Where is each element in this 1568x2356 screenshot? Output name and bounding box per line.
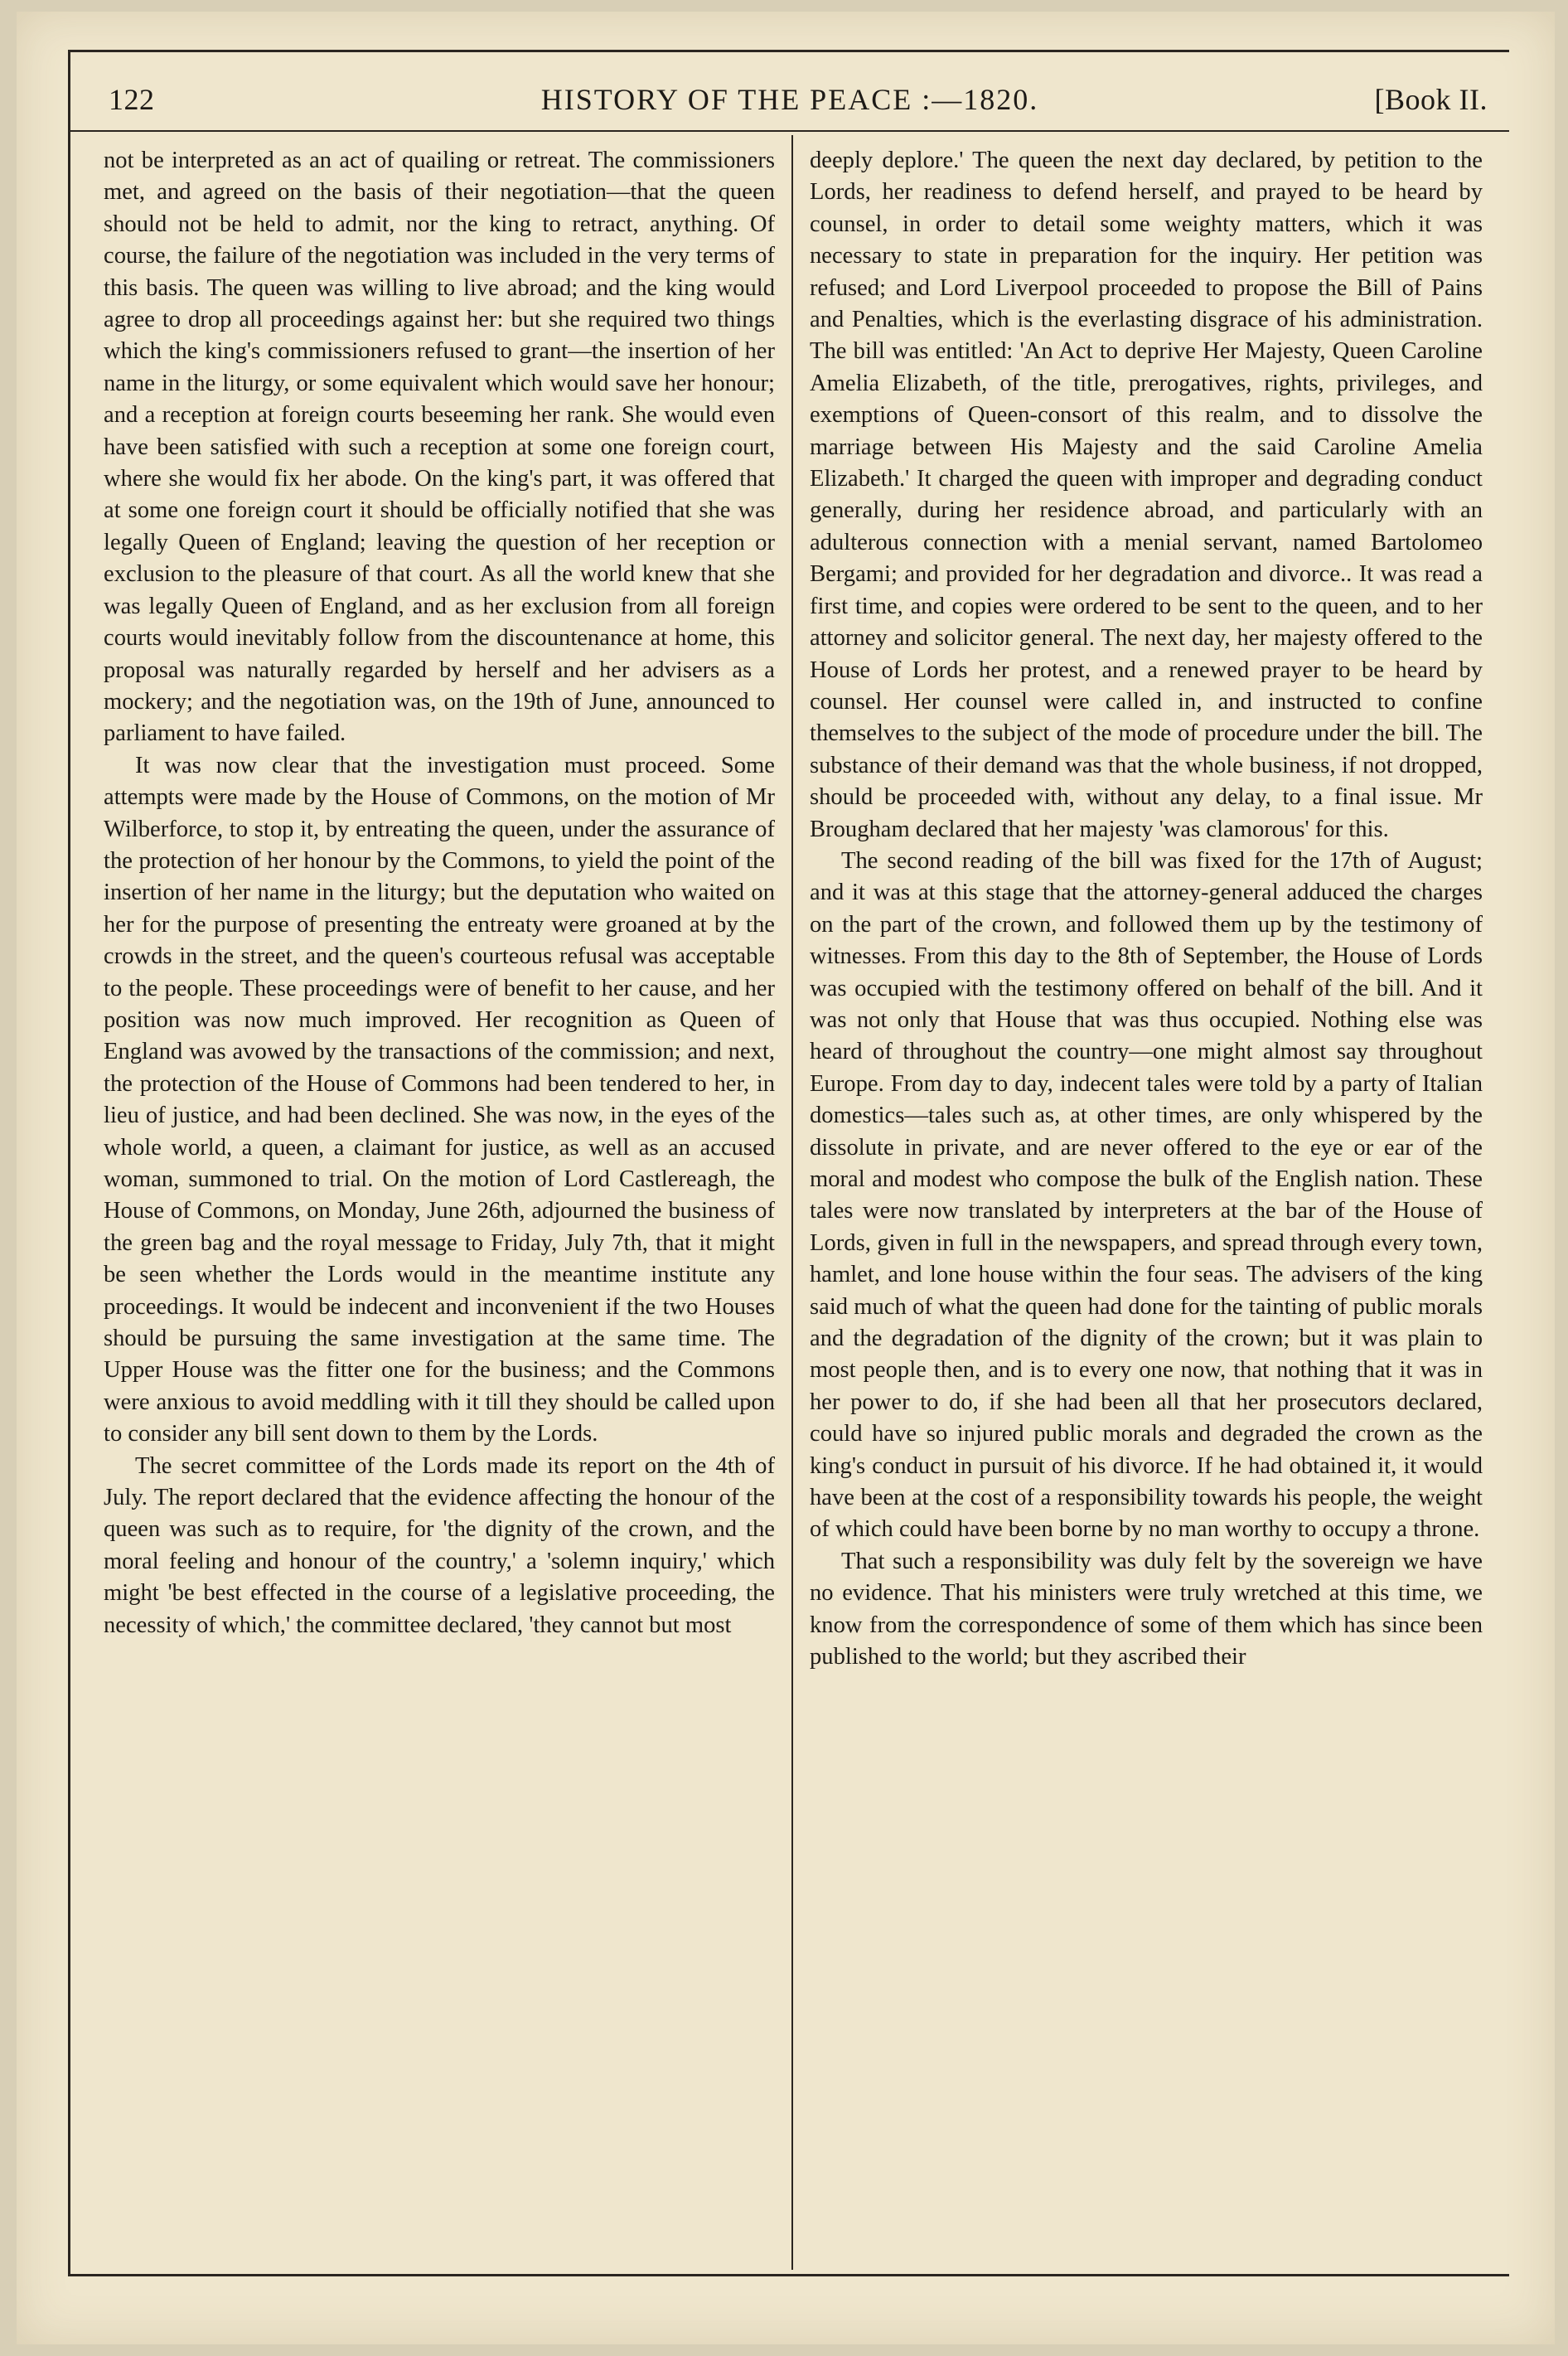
paragraph: not be interpreted as an act of quailing or retreat. The commissioners met, and agreed on the basis of their negotiation—that the queen should not be held to admit, nor the king to retract, anything. Of course, the failure of the negotiation was included in the very terms of this basis. The queen was willing to live abroad; and the king would agree to drop all proceedings against her: but she required two things which the king's commissioners refused to grant—the insertion of her name in the liturgy, or some equivalent which would save her honour; and a reception at foreign courts beseeming her rank. She would even have been satisfied with such a reception at some one foreign court, where she would fix her abode. On the king's part, it was offered that at some one foreign court it should be officially notified that she was legally Queen of England; leaving the question of her reception or exclusion to the pleasure of that court. As all the world knew that she was legally Queen of England, and as her exclusion from all foreign courts would inevitably follow from the discountenance at home, this proposal was naturally regarded by herself and her advisers as a mockery; and the negotiation was, on the 19th of June, announced to parliament to have failed.	[104, 148, 775, 747]
book-page	[17, 12, 1555, 2344]
header-rule	[70, 130, 1509, 132]
column-divider	[791, 135, 793, 2270]
book-label: [Book II.	[1374, 83, 1488, 116]
paragraph: It was now clear that the investigation must proceed. Some attempts were made by the House of Commons, on the motion of Mr Wilberforce, to stop it, by entreating the queen, under the assurance of the protection of her honour by the Commons, to yield the point of the insertion of her name in the liturgy; but the deputation who waited on her for the purpose of presenting the entreaty were groaned at by the crowds in the street, and the queen's courteous refusal was acceptable to the people. These proceedings were of benefit to her cause, and her position was now much improved. Her recognition as Queen of England was avowed by the transactions of the commission; and next, the protection of the House of Commons had been tendered to her, in lieu of justice, and had been declined. She was now, in the eyes of the whole world, a queen, a claimant for justice, as well as an accused woman, summoned to trial. On the motion of Lord Castlereagh, the House of Commons, on Monday, June 26th, adjourned the business of the green bag and the royal message to Friday, July 7th, that it might be seen whether the Lords would in the meantime institute any proceedings. It would be indecent and inconvenient if the two Houses should be pursuing the same investigation at the same time. The Upper House was the fitter one for the business; and the Commons were anxious to avoid meddling with it till they should be called upon to consider any bill sent down to them by the Lords.	[104, 752, 775, 1447]
right-column	[810, 145, 1483, 2259]
page-number: 122	[109, 83, 155, 116]
paragraph: The secret committee of the Lords made its report on the 4th of July. The report declared that the evidence affecting the honour of the queen was such as to require, for 'the dignity of the crown, and the moral feeling and honour of the country,' a 'solemn inquiry,' which might 'be best effected in the course of a legislative proceeding, the necessity of which,' the committee declared, 'they cannot but most	[104, 1452, 775, 1638]
paragraph: deeply deplore.' The queen the next day declared, by petition to the Lords, her readiness to defend herself, and prayed to be heard by counsel, in order to detail some weighty matters, which it was necessary to state in preparation for the inquiry. Her petition was refused; and Lord Liverpool proceeded to propose the Bill of Pains and Penalties, which is the everlasting disgrace of his administration. The bill was entitled: 'An Act to deprive Her Majesty, Queen Caroline Amelia Elizabeth, of the title, prerogatives, rights, privileges, and exemptions of Queen-consort of this realm, and to dissolve the marriage between His Majesty and the said Caroline Amelia Elizabeth.' It charged the queen with improper and degrading conduct generally, during her residence abroad, and particularly with an adulterous connection with a menial servant, named Bartolomeo Bergami; and provided for her degradation and divorce.. It was read a first time, and copies were ordered to be sent to the queen, and to her attorney and solicitor general. The next day, her majesty offered to the House of Lords her protest, and a renewed prayer to be heard by counsel. Her counsel were called in, and instructed to confine themselves to the subject of the mode of procedure under the bill. The substance of their demand was that the whole business, if not dropped, should be proceeded with, without any delay, to a final issue. Mr Brougham declared that her majesty 'was clamorous' for this.	[810, 148, 1483, 842]
running-header	[70, 77, 1509, 135]
page-frame	[68, 50, 1509, 2276]
paragraph: That such a responsibility was duly felt by the sovereign we have no evidence. That his ministers were truly wretched at this time, we know from the correspondence of some of them which has since been published to the world; but they ascribed their	[810, 1548, 1483, 1670]
left-column	[104, 145, 775, 2259]
paragraph: The second reading of the bill was fixed for the 17th of August; and it was at this stage that the attorney-general adduced the charges on the part of the crown, and followed them up by the testimony of witnesses. From this day to the 8th of September, the House of Lords was occupied with the testimony offered on behalf of the bill. And it was not only that House that was thus occupied. Nothing else was heard of throughout the country—one might almost say throughout Europe. From day to day, indecent tales were told by a party of Italian domestics—tales such as, at other times, are only whispered by the dissolute in private, and are never offered to the eye or ear of the moral and modest who compose the bulk of the English nation. These tales were now translated by interpreters at the bar of the House of Lords, given in full in the newspapers, and spread through every town, hamlet, and lone house within the four seas. The advisers of the king said much of what the queen had done for the tainting of public morals and the degradation of the dignity of the crown; but it was plain to most people then, and is to every one now, that nothing that it was in her power to do, if she had been all that her prosecutors declared, could have so injured public morals and degraded the crown as the king's conduct in pursuit of his divorce. If he had obtained it, it would have been at the cost of a responsibility towards his people, the weight of which could have been borne by no man worthy to occupy a throne.	[810, 847, 1483, 1543]
running-title: HISTORY OF THE PEACE :—1820.	[540, 83, 1039, 116]
